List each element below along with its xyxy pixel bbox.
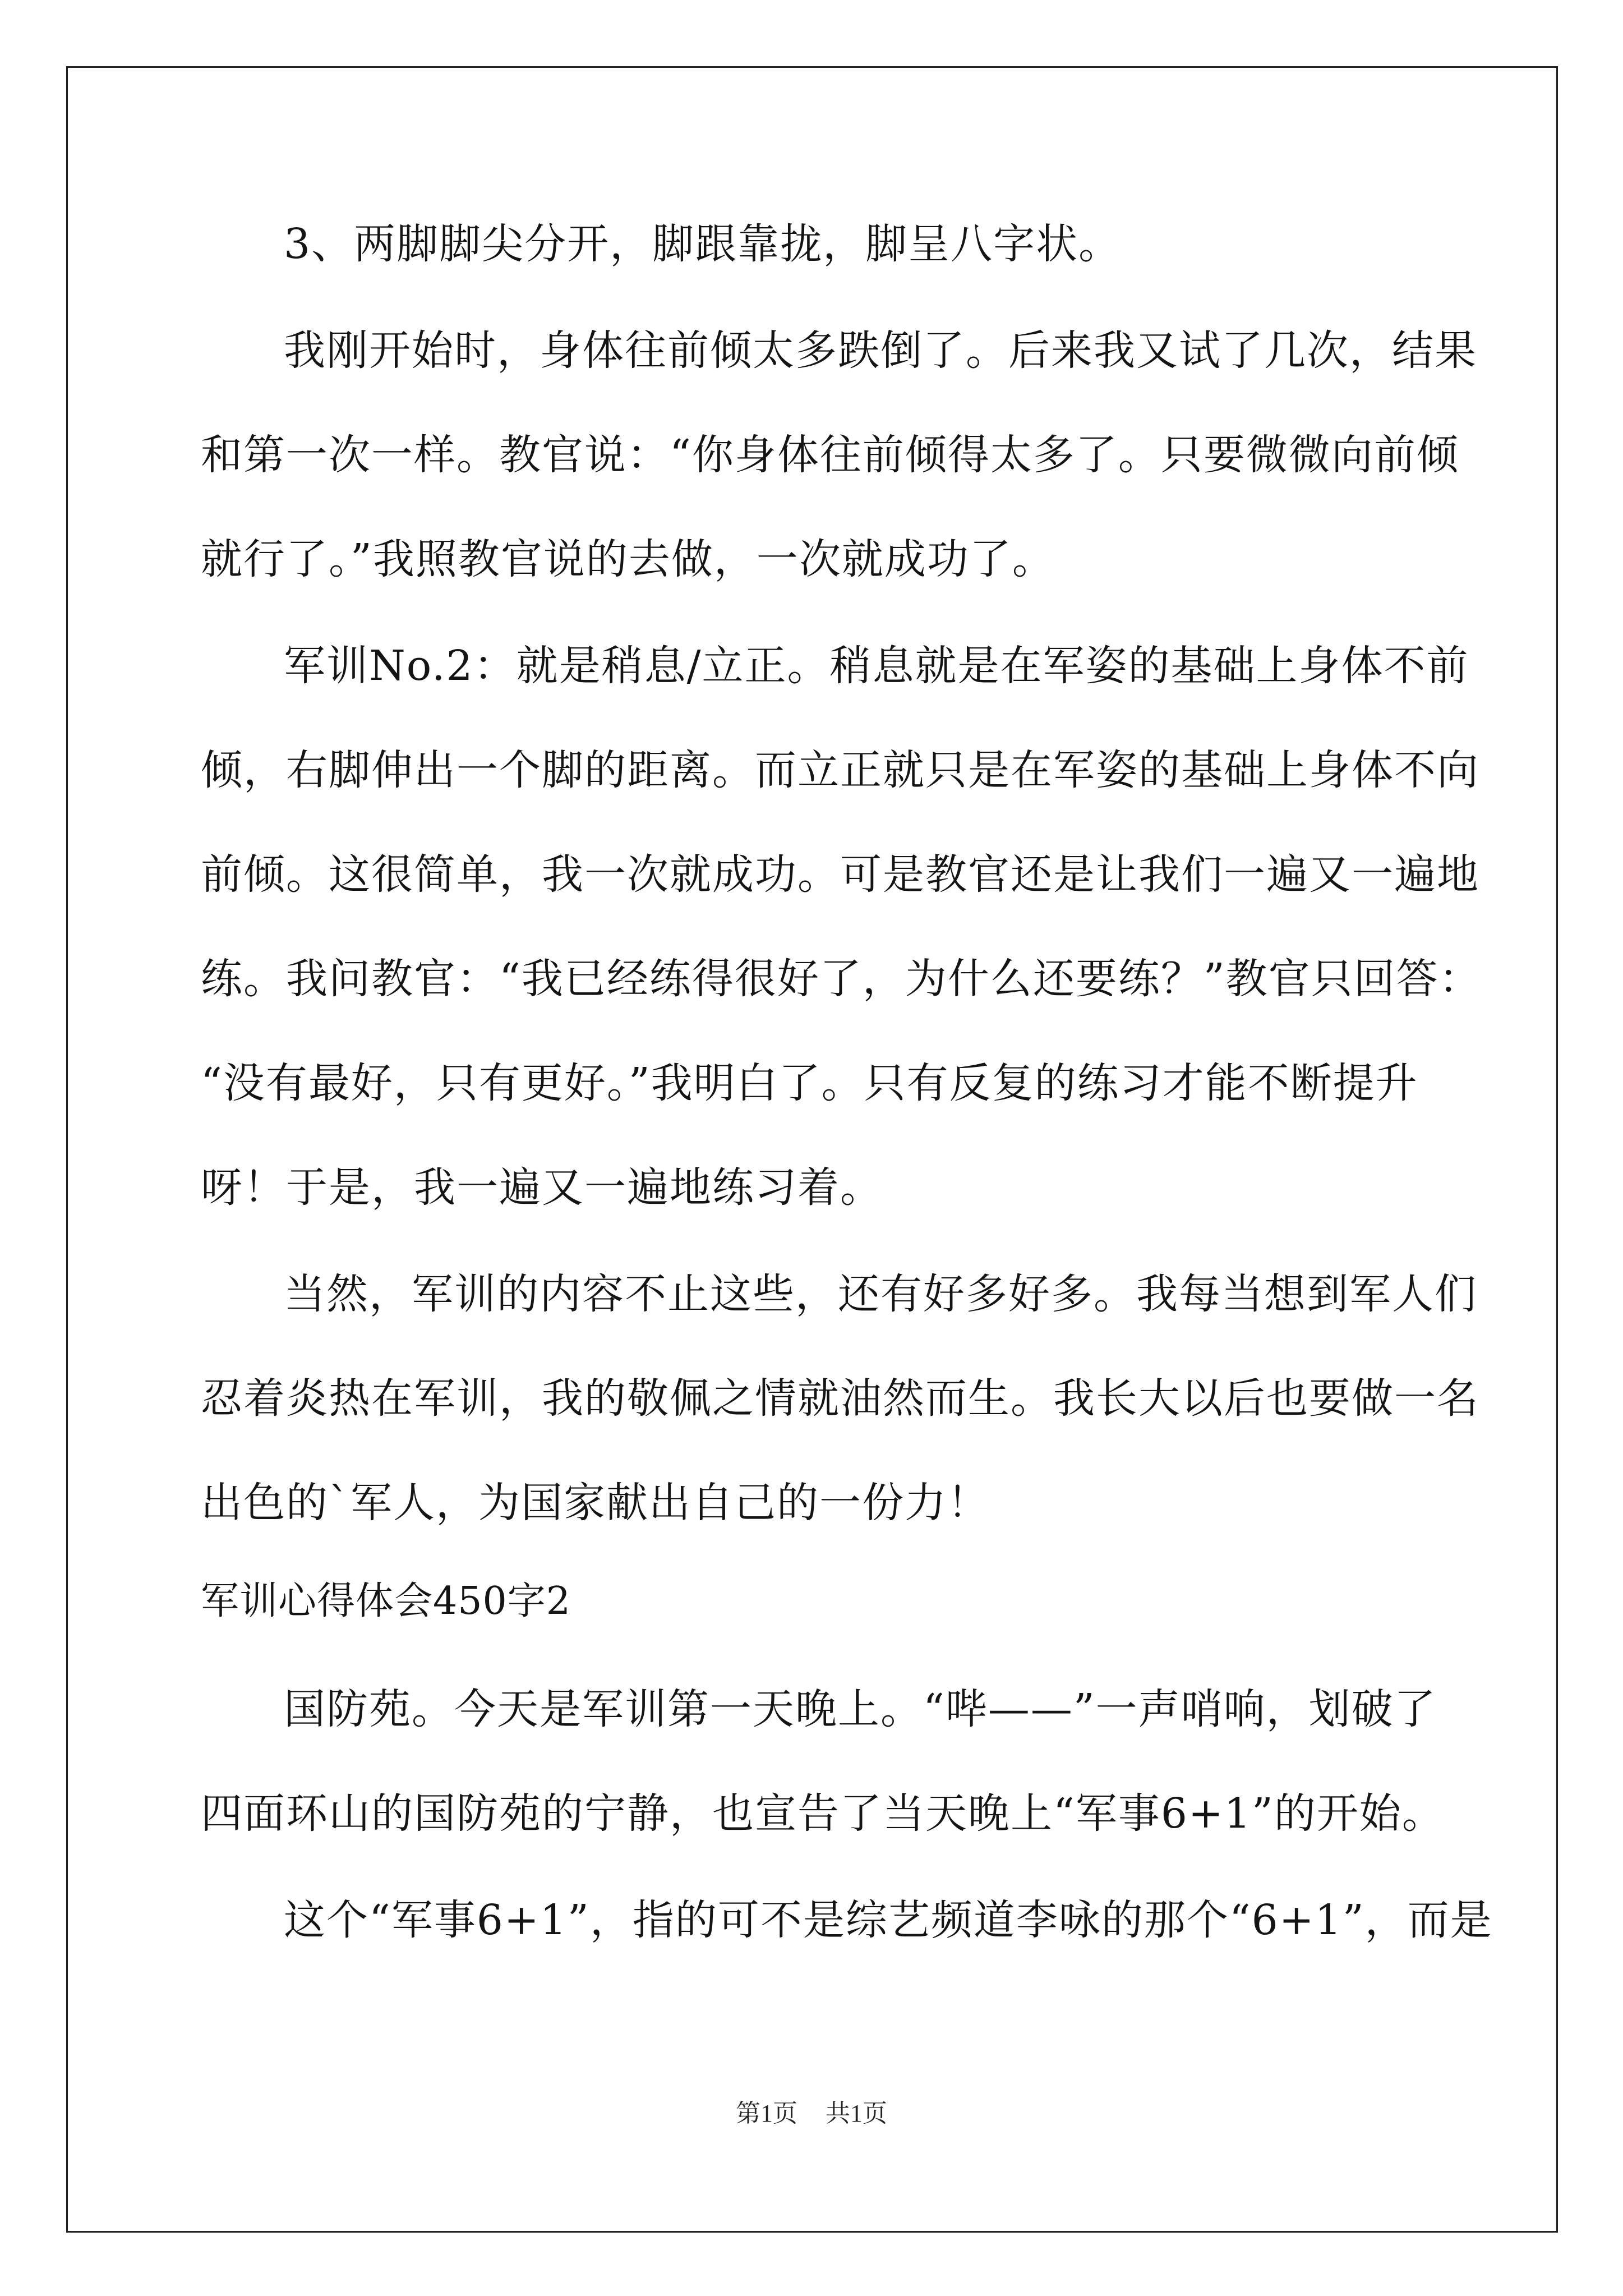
paragraph-line: 四面环山的国防苑的宁静，也宣告了当天晚上“军事6+1”的开始。	[201, 1789, 1445, 1838]
paragraph-line: 前倾。这很简单，我一次就成功。可是教官还是让我们一遍又一遍地	[201, 850, 1479, 899]
paragraph-line: 当然，军训的内容不止这些，还有好多好多。我每当想到军人们	[284, 1270, 1477, 1318]
page-footer	[0, 2098, 1623, 2129]
paragraph-line: 3、两脚脚尖分开，脚跟靠拢，脚呈八字状。	[284, 220, 1122, 268]
section-heading: 军训心得体会450字2	[201, 1579, 571, 1623]
paragraph-line: 出色的`军人，为国家献出自己的一份力！	[201, 1479, 990, 1527]
paragraph-line: 就行了。”我照教官说的去做，一次就成功了。	[201, 535, 1055, 583]
paragraph-line: 这个“军事6+1”，指的可不是综艺频道李咏的那个“6+1”，而是	[284, 1896, 1493, 1944]
paragraph-line: 倾，右脚伸出一个脚的距离。而立正就只是在军姿的基础上身体不向	[201, 746, 1479, 794]
paragraph-line: 国防苑。今天是军训第一天晚上。“哔——”一声哨响，划破了	[284, 1685, 1437, 1733]
paragraph-line: 呀！于是，我一遍又一遍地练习着。	[201, 1163, 883, 1212]
paragraph-line: 练。我问教官：“我已经练得很好了，为什么还要练？”教官只回答：	[201, 955, 1482, 1003]
paragraph-line: 和第一次一样。教官说：“你身体往前倾得太多了。只要微微向前倾	[201, 431, 1459, 479]
paragraph-line: “没有最好，只有更好。”我明白了。只有反复的练习才能不断提升	[201, 1059, 1418, 1107]
page-number: 第1页	[736, 2100, 797, 2127]
paragraph-line: 我刚开始时，身体往前倾太多跌倒了。后来我又试了几次，结果	[284, 326, 1477, 375]
paragraph-line: 忍着炎热在军训，我的敬佩之情就油然而生。我长大以后也要做一名	[201, 1374, 1479, 1423]
paragraph-line: 军训No.2：就是稍息/立正。稍息就是在军姿的基础上身体不前	[284, 642, 1469, 690]
page-total: 共1页	[826, 2100, 887, 2127]
